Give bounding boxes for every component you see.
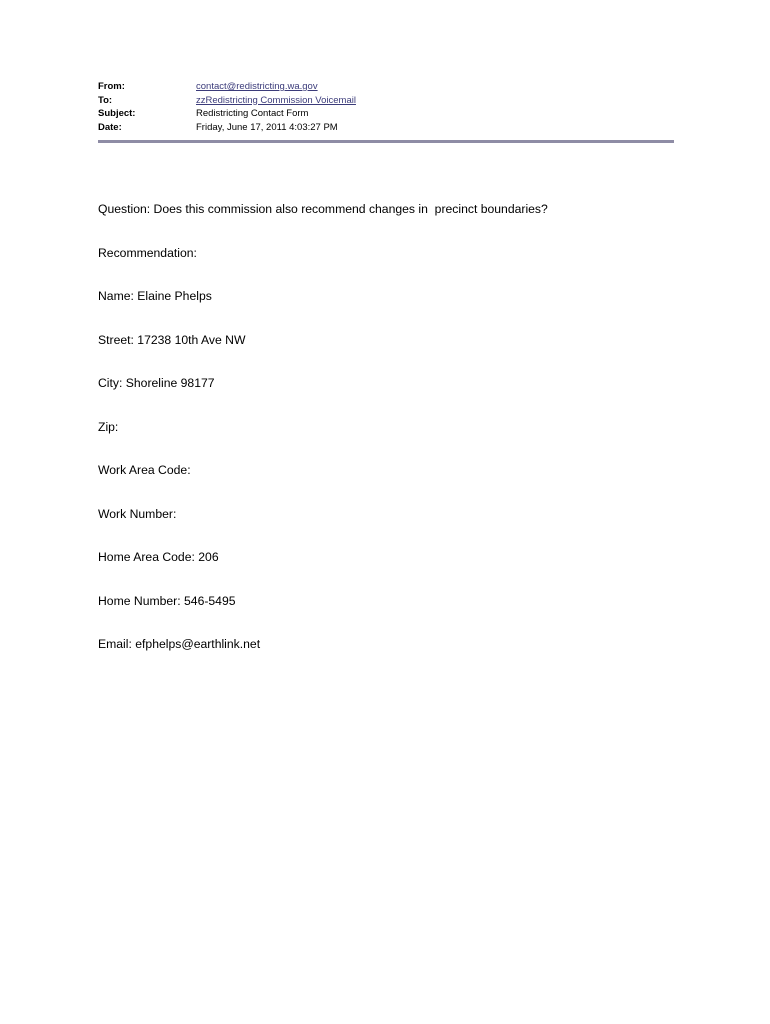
- city-line: City: Shoreline 98177: [98, 376, 215, 390]
- subject-label: Subject:: [98, 108, 136, 119]
- date-value: Friday, June 17, 2011 4:03:27 PM: [196, 121, 338, 133]
- home-number-line: Home Number: 546-5495: [98, 593, 236, 608]
- email-header: [98, 80, 674, 134]
- email-line: Email: efphelps@earthlink.net: [98, 637, 261, 651]
- street-line: Street: 17238 10th Ave NW: [98, 332, 246, 347]
- date-row: [98, 121, 674, 135]
- home-area-code-line: Home Area Code: 206: [98, 550, 219, 564]
- header-divider: [98, 140, 674, 143]
- subject-value: Redistricting Contact Form: [196, 108, 309, 119]
- work-number-line: Work Number:: [98, 506, 177, 521]
- from-label: From:: [98, 81, 125, 92]
- question-line: Question: Does this commission also recommend changes in precinct boundaries?: [98, 202, 548, 216]
- to-label: To:: [98, 94, 113, 106]
- to-recipient-link[interactable]: zzRedistricting Commission Voicemail: [196, 94, 356, 106]
- zip-line: Zip:: [98, 419, 119, 434]
- email-body: [98, 173, 698, 681]
- from-row: [98, 80, 674, 94]
- name-line: Name: Elaine Phelps: [98, 289, 212, 303]
- date-label: Date:: [98, 121, 122, 133]
- recommendation-line: Recommendation:: [98, 245, 197, 260]
- to-row: [98, 94, 674, 108]
- subject-row: [98, 107, 674, 121]
- from-address-link[interactable]: contact@redistricting.wa.gov: [196, 81, 318, 92]
- work-area-code-line: Work Area Code:: [98, 463, 191, 477]
